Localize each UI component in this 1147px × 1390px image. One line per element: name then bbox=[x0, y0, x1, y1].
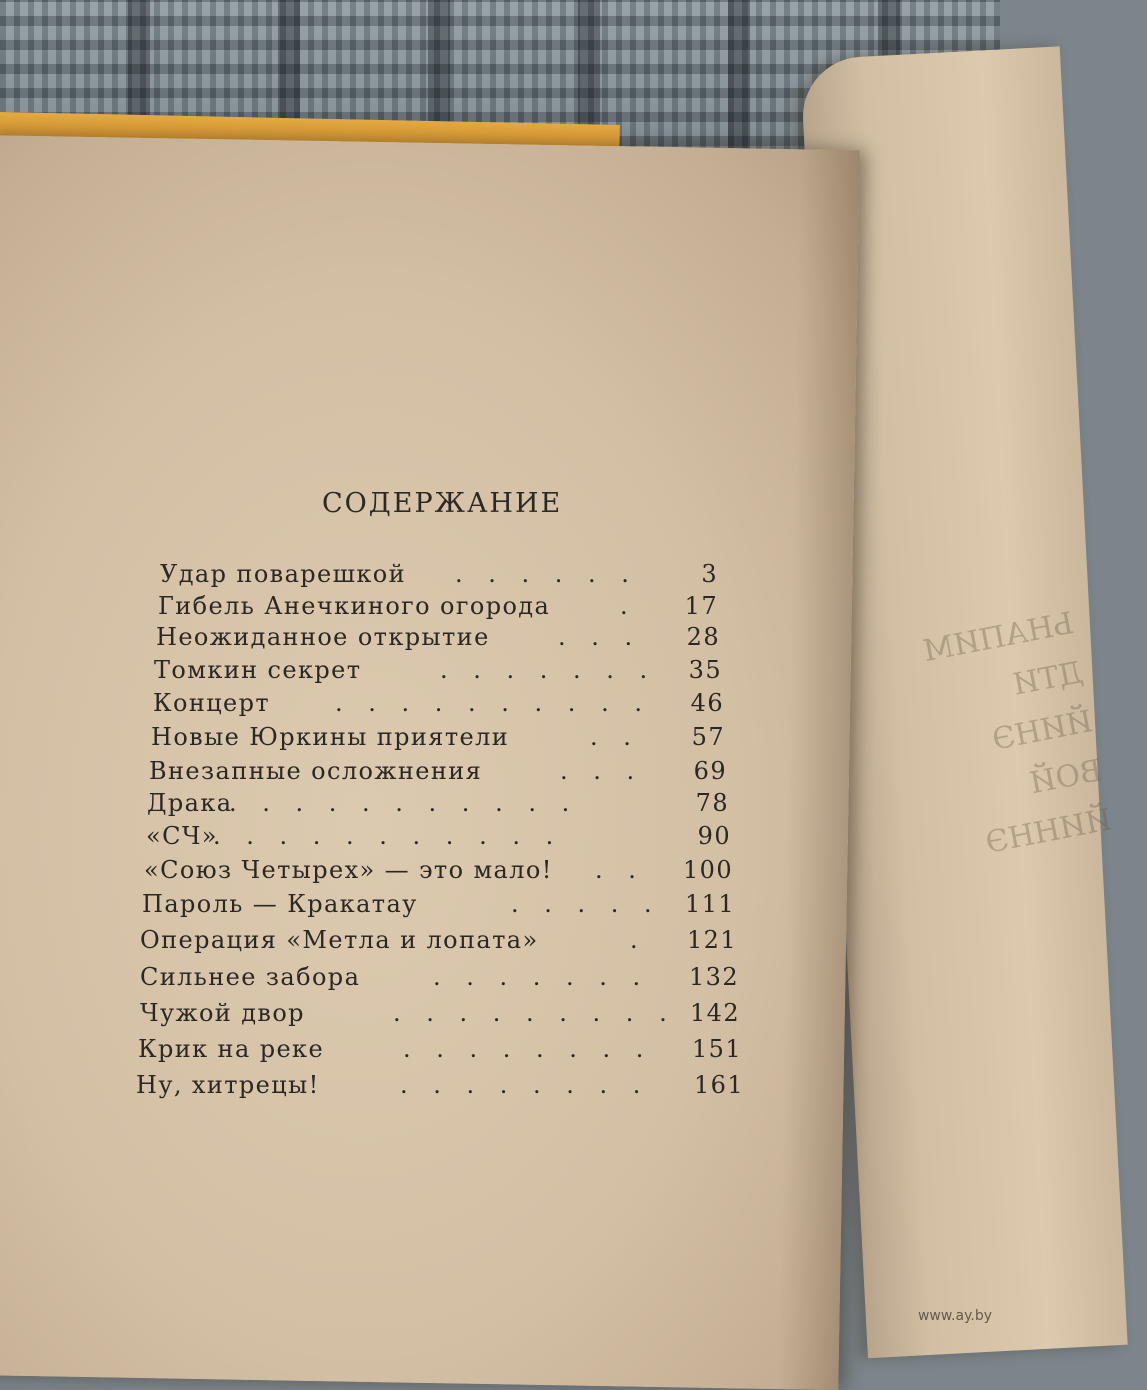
toc-entry-page-number: 111 bbox=[684, 890, 735, 918]
toc-entry-title: Удар поварешкой bbox=[160, 560, 407, 588]
toc-entry bbox=[153, 689, 724, 723]
toc-entry bbox=[149, 757, 727, 791]
toc-entry bbox=[146, 822, 731, 856]
toc-entry-title: Новые Юркины приятели bbox=[151, 723, 510, 751]
toc-entry bbox=[160, 560, 718, 594]
toc-entry-leader-dots: . bbox=[630, 926, 647, 954]
toc-entry-page-number: 151 bbox=[691, 1035, 742, 1063]
toc-entry-leader-dots: . . . . . bbox=[511, 890, 661, 918]
toc-entry-title: Томкин секрет bbox=[154, 656, 362, 684]
toc-entry bbox=[140, 926, 737, 960]
toc-entry-title: Операция «Метла и лопата» bbox=[140, 926, 539, 954]
toc-entry-title: Концерт bbox=[153, 689, 271, 717]
toc-entry bbox=[154, 656, 722, 690]
toc-entry-leader-dots: . . . . . . . . . . . bbox=[213, 822, 563, 850]
toc-entry-leader-dots: . . . . . . . bbox=[433, 963, 650, 991]
toc-entry bbox=[147, 789, 729, 823]
toc-entry-leader-dots: . bbox=[620, 592, 637, 620]
toc-entry-title: Неожиданное открытие bbox=[156, 623, 490, 651]
toc-entry-title: Сильнее забора bbox=[140, 963, 361, 991]
toc-entry bbox=[142, 890, 735, 924]
toc-entry bbox=[144, 856, 733, 890]
toc-entry-leader-dots: . . . bbox=[558, 623, 642, 651]
toc-entry-leader-dots: . . . . . . . . . bbox=[393, 999, 676, 1027]
toc-entry-title: Гибель Анечкиного огорода bbox=[158, 592, 551, 620]
toc-entry-leader-dots: . . . . . . . . bbox=[403, 1035, 653, 1063]
bleed-line: ЬНАПИМ bbox=[920, 605, 1077, 670]
toc-entry-page-number: 90 bbox=[697, 822, 731, 850]
toc-entry-page-number: 132 bbox=[688, 963, 739, 991]
toc-entry-page-number: 121 bbox=[686, 926, 737, 954]
watermark: www.ay.by bbox=[917, 1308, 992, 1324]
toc-entry-page-number: 3 bbox=[701, 560, 718, 588]
toc-entry-page-number: 69 bbox=[693, 757, 727, 785]
toc-entry-title: «СЧ» bbox=[146, 822, 218, 850]
bleed-line: ЙИНЭ bbox=[989, 704, 1096, 758]
bleed-line: ДТИ bbox=[1010, 654, 1087, 703]
toc-entry-page-number: 17 bbox=[684, 592, 718, 620]
toc-entry bbox=[140, 963, 739, 997]
bleed-line: ЙИННЭ bbox=[982, 802, 1115, 861]
toc-heading: СОДЕРЖАНИЕ bbox=[322, 488, 563, 519]
toc-entry-leader-dots: . . bbox=[590, 723, 640, 751]
toc-entry-leader-dots: . . . bbox=[560, 757, 644, 785]
toc-entry-title: Внезапные осложнения bbox=[149, 757, 483, 785]
toc-entry-title: Крик на реке bbox=[138, 1035, 325, 1063]
toc-entry-page-number: 78 bbox=[695, 789, 729, 817]
toc-entry-page-number: 46 bbox=[690, 689, 724, 717]
toc-entry-leader-dots: . . . . . . . . bbox=[400, 1071, 650, 1099]
toc-entry-leader-dots: . . bbox=[595, 856, 645, 884]
toc-entry-title: «Союз Четырех» — это мало! bbox=[144, 856, 553, 884]
toc-entry bbox=[151, 723, 725, 757]
toc-entry-leader-dots: . . . . . . . . . . bbox=[335, 689, 651, 717]
toc-entry-leader-dots: . . . . . . . bbox=[440, 656, 657, 684]
toc-entry bbox=[158, 592, 718, 626]
toc-entry-page-number: 57 bbox=[691, 723, 725, 751]
toc-entry-page-number: 100 bbox=[682, 856, 733, 884]
bleed-line: ВОЙ bbox=[1026, 753, 1106, 802]
toc-entry-leader-dots: . . . . . . bbox=[455, 560, 638, 588]
toc-entry bbox=[136, 1071, 744, 1105]
toc-entry-page-number: 28 bbox=[686, 623, 720, 651]
toc-entry-leader-dots: . . . . . . . . . . . bbox=[229, 789, 579, 817]
toc-entry bbox=[140, 999, 740, 1033]
toc-entry-page-number: 35 bbox=[688, 656, 722, 684]
toc-entry-title: Пароль — Кракатау bbox=[142, 890, 418, 918]
toc-entry-page-number: 161 bbox=[693, 1071, 744, 1099]
toc-entry bbox=[138, 1035, 742, 1069]
toc-entry-page-number: 142 bbox=[689, 999, 740, 1027]
toc-entry bbox=[156, 623, 720, 657]
toc-entry-title: Драка bbox=[147, 789, 233, 817]
toc-entry-title: Чужой двор bbox=[140, 999, 305, 1027]
toc-entry-title: Ну, хитрецы! bbox=[136, 1071, 320, 1099]
